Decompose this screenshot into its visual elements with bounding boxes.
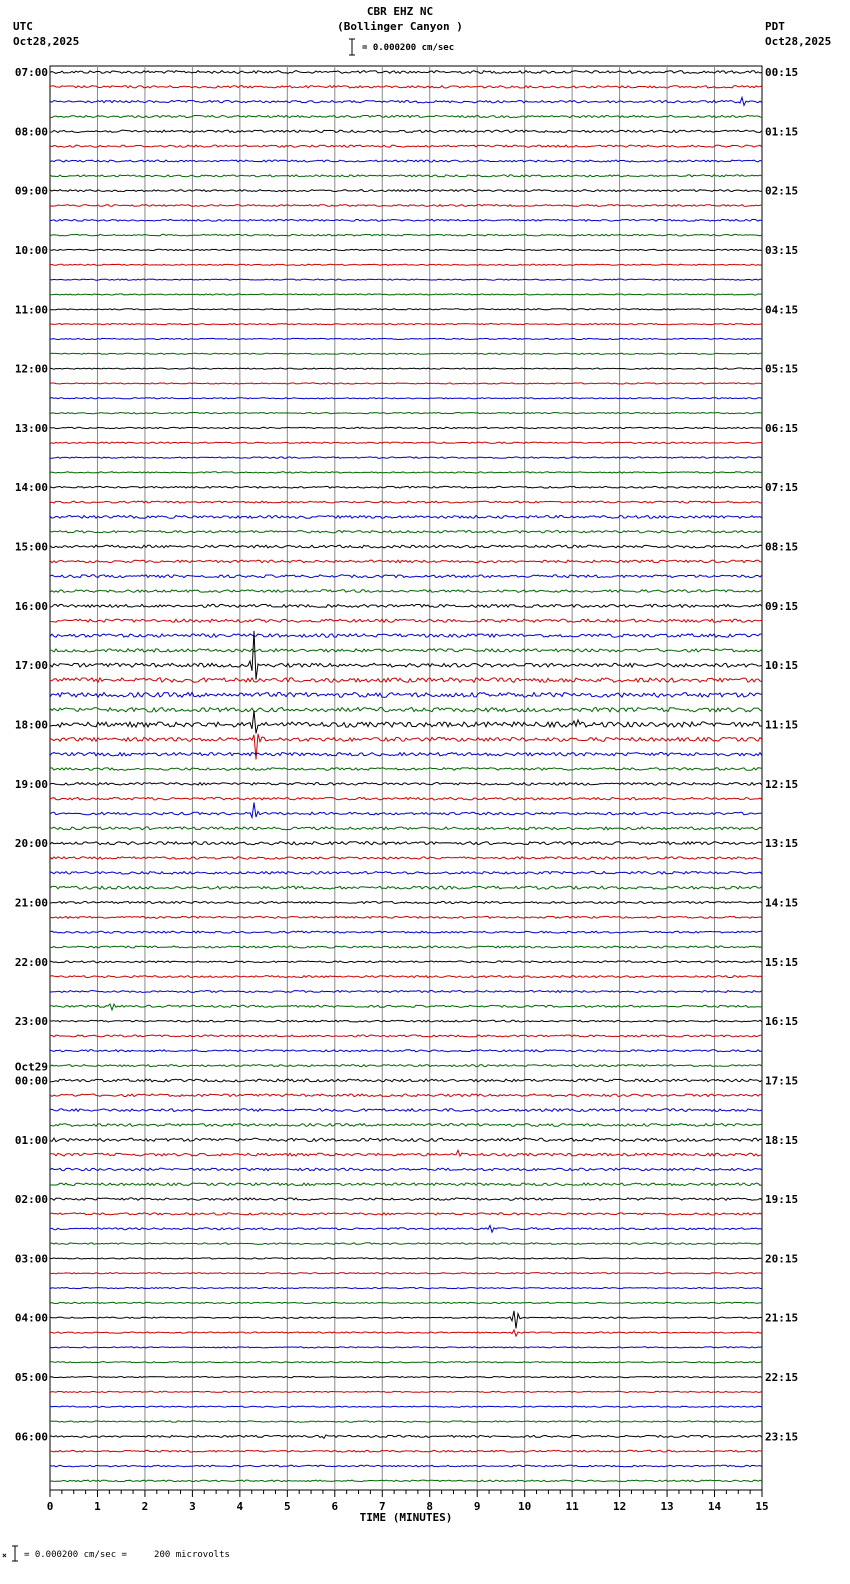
seismic-trace (50, 205, 762, 207)
seismic-trace (50, 1435, 762, 1438)
seismic-trace (50, 1421, 762, 1422)
seismic-trace (50, 1243, 762, 1245)
right-timezone: PDT (765, 20, 785, 33)
right-hour-label: 16:15 (765, 1015, 799, 1029)
seismic-trace (50, 604, 762, 607)
seismic-trace (50, 802, 762, 817)
x-tick-label: 3 (189, 1500, 196, 1513)
x-axis-label: TIME (MINUTES) (359, 1511, 453, 1524)
seismic-trace (50, 827, 762, 830)
x-tick-label: 7 (378, 1500, 386, 1513)
left-hour-label: 00:00 (14, 1074, 48, 1088)
x-tick-label: 6 (331, 1500, 339, 1513)
seismic-trace (50, 1213, 762, 1215)
seismic-trace (50, 383, 762, 384)
x-tick-label: 5 (284, 1500, 291, 1513)
left-hour-label: 19:00 (14, 777, 48, 791)
left-hour-label: 10:00 (14, 243, 48, 257)
seismic-trace (50, 886, 762, 889)
seismic-trace (50, 294, 762, 295)
seismic-trace (50, 234, 762, 236)
seismic-trace (50, 872, 762, 875)
right-hour-label: 05:15 (765, 362, 799, 376)
right-hour-label: 18:15 (765, 1133, 799, 1147)
seismic-trace (50, 1258, 762, 1259)
seismic-trace (50, 1020, 762, 1022)
station-title: CBR EHZ NC (366, 5, 434, 18)
right-hour-label: 02:15 (765, 184, 799, 198)
seismic-trace (50, 590, 762, 593)
footer-marker: × (2, 1551, 7, 1560)
x-tick-label: 11 (565, 1500, 579, 1513)
left-hour-label: 22:00 (14, 955, 48, 969)
seismic-trace (50, 649, 762, 652)
left-hour-label: 04:00 (14, 1311, 48, 1325)
seismic-trace (50, 219, 762, 221)
left-hour-label: 08:00 (14, 125, 48, 139)
left-hour-label: 20:00 (14, 837, 48, 851)
right-date: Oct28,2025 (765, 35, 832, 48)
right-hour-label: 22:15 (765, 1371, 799, 1385)
seismic-trace (50, 1330, 762, 1336)
right-hour-label: 00:15 (765, 66, 799, 79)
seismic-trace (50, 1347, 762, 1348)
seismic-trace (50, 1168, 762, 1171)
right-hour-label: 14:15 (765, 896, 799, 910)
seismic-trace (50, 145, 762, 147)
seismic-trace (50, 516, 762, 519)
seismic-trace (50, 1226, 762, 1233)
left-hour-label: 13:00 (14, 421, 48, 435)
left-hour-label: 12:00 (14, 362, 48, 376)
seismic-trace (50, 1109, 762, 1112)
seismic-trace (50, 501, 762, 503)
seismic-trace (50, 1150, 762, 1156)
seismic-trace (50, 1450, 762, 1452)
seismic-trace (50, 901, 762, 903)
x-tick-label: 12 (612, 1500, 627, 1513)
seismic-trace (50, 783, 762, 786)
seismic-trace (50, 1480, 762, 1482)
right-hour-label: 23:15 (765, 1430, 799, 1444)
left-hour-label: 09:00 (14, 184, 48, 198)
seismic-trace (50, 279, 762, 280)
seismic-trace (50, 1035, 762, 1037)
seismic-trace (50, 1288, 762, 1289)
seismic-trace (50, 575, 762, 578)
date-change-label: Oct29 (14, 1060, 48, 1074)
seismic-trace (50, 1065, 762, 1067)
seismic-trace (50, 413, 762, 414)
left-hour-label: 16:00 (14, 599, 48, 613)
axis-labels (15, 66, 798, 1524)
right-hour-label: 04:15 (765, 303, 799, 317)
footer-scale-bar-icon (10, 1545, 20, 1563)
seismic-trace (50, 427, 762, 428)
seismic-trace (50, 916, 762, 918)
seismic-trace (50, 634, 762, 637)
right-hour-label: 19:15 (765, 1193, 799, 1207)
seismic-trace (50, 1362, 762, 1363)
seismic-trace (50, 560, 762, 563)
seismic-trace (50, 1391, 762, 1392)
seismic-trace (50, 976, 762, 978)
left-hour-label: 06:00 (14, 1430, 48, 1444)
x-tick-label: 15 (755, 1500, 769, 1513)
right-hour-label: 21:15 (765, 1311, 799, 1325)
seismic-trace (50, 1124, 762, 1127)
seismic-trace (50, 338, 762, 339)
seismic-trace (50, 619, 762, 622)
right-hour-label: 06:15 (765, 421, 799, 435)
seismic-trace (50, 1311, 762, 1329)
right-hour-label: 07:15 (765, 481, 799, 495)
right-hour-label: 13:15 (765, 837, 799, 851)
right-hour-label: 03:15 (765, 243, 799, 257)
right-hour-label: 11:15 (765, 718, 799, 732)
seismic-trace (50, 631, 762, 680)
seismic-trace (50, 693, 762, 698)
left-hour-label: 05:00 (14, 1371, 48, 1385)
seismic-trace (50, 264, 762, 265)
x-tick-label: 14 (707, 1500, 722, 1513)
seismic-trace (50, 1302, 762, 1303)
left-hour-label: 02:00 (14, 1193, 48, 1207)
x-tick-label: 1 (94, 1500, 101, 1513)
seismic-trace (50, 309, 762, 310)
scale-value: = 0.000200 cm/sec (362, 43, 455, 53)
seismic-trace (50, 708, 762, 712)
seismic-trace (50, 1094, 762, 1097)
left-hour-label: 03:00 (14, 1252, 48, 1266)
seismic-trace (50, 1138, 762, 1142)
right-hour-label: 15:15 (765, 955, 799, 969)
left-hour-label: 07:00 (14, 66, 48, 79)
right-hour-label: 10:15 (765, 659, 799, 673)
right-hour-label: 12:15 (765, 777, 799, 791)
seismic-trace (50, 678, 762, 683)
seismic-trace (50, 160, 762, 162)
left-timezone: UTC (13, 20, 33, 33)
seismic-trace (50, 711, 762, 734)
x-tick-label: 13 (660, 1500, 674, 1513)
left-hour-label: 15:00 (14, 540, 48, 554)
seismic-trace (50, 324, 762, 325)
seismic-trace (50, 457, 762, 458)
x-tick-label: 9 (473, 1500, 481, 1513)
right-hour-label: 09:15 (765, 599, 799, 613)
seismic-trace (50, 175, 762, 177)
right-hour-label: 08:15 (765, 540, 799, 554)
seismic-trace (50, 115, 762, 117)
seismic-traces (50, 71, 762, 1482)
station-subtitle: (Bollinger Canyon ) (337, 20, 463, 33)
seismic-trace (50, 190, 762, 192)
right-hour-label: 01:15 (765, 125, 799, 139)
seismic-trace (50, 545, 762, 548)
x-tick-label: 0 (46, 1500, 54, 1513)
seismic-trace (50, 71, 762, 74)
seismic-trace (50, 1465, 762, 1467)
seismic-trace (50, 353, 762, 354)
left-hour-label: 18:00 (14, 718, 48, 732)
seismic-trace (50, 1050, 762, 1052)
seismic-trace (50, 768, 762, 771)
left-hour-label: 01:00 (14, 1133, 48, 1147)
left-hour-label: 17:00 (14, 659, 48, 673)
seismic-trace (50, 1273, 762, 1274)
seismic-trace (50, 486, 762, 488)
seismic-trace (50, 472, 762, 473)
seismic-trace (50, 442, 762, 443)
footer-scale-note: = 0.000200 cm/sec = 200 microvolts (24, 1550, 230, 1560)
seismic-trace (50, 1406, 762, 1407)
seismic-trace (50, 797, 762, 800)
seismic-trace (50, 1079, 762, 1082)
right-hour-label: 20:15 (765, 1252, 799, 1266)
seismic-trace (50, 1376, 762, 1377)
right-hour-label: 17:15 (765, 1074, 799, 1088)
left-hour-label: 21:00 (14, 896, 48, 910)
seismic-trace (50, 961, 762, 963)
seismic-trace (50, 857, 762, 859)
seismic-trace (50, 249, 762, 250)
left-hour-label: 11:00 (14, 303, 48, 317)
seismic-trace (50, 97, 762, 105)
seismic-trace (50, 86, 762, 88)
left-hour-label: 14:00 (14, 481, 48, 495)
seismic-trace (50, 946, 762, 948)
seismic-trace (50, 368, 762, 369)
x-tick-label: 8 (426, 1500, 434, 1513)
seismic-trace (50, 842, 762, 845)
seismic-trace (50, 130, 762, 132)
seismic-trace (50, 1004, 762, 1010)
seismic-trace (50, 991, 762, 993)
x-tick-label: 2 (141, 1500, 149, 1513)
left-hour-label: 23:00 (14, 1015, 48, 1029)
seismic-trace (50, 753, 762, 756)
seismic-trace (50, 931, 762, 933)
x-tick-label: 10 (518, 1500, 532, 1513)
seismic-trace (50, 531, 762, 533)
left-date: Oct28,2025 (13, 35, 80, 48)
seismic-trace (50, 398, 762, 399)
seismic-trace (50, 1198, 762, 1200)
seismic-trace (50, 1183, 762, 1186)
x-tick-label: 4 (236, 1500, 244, 1513)
